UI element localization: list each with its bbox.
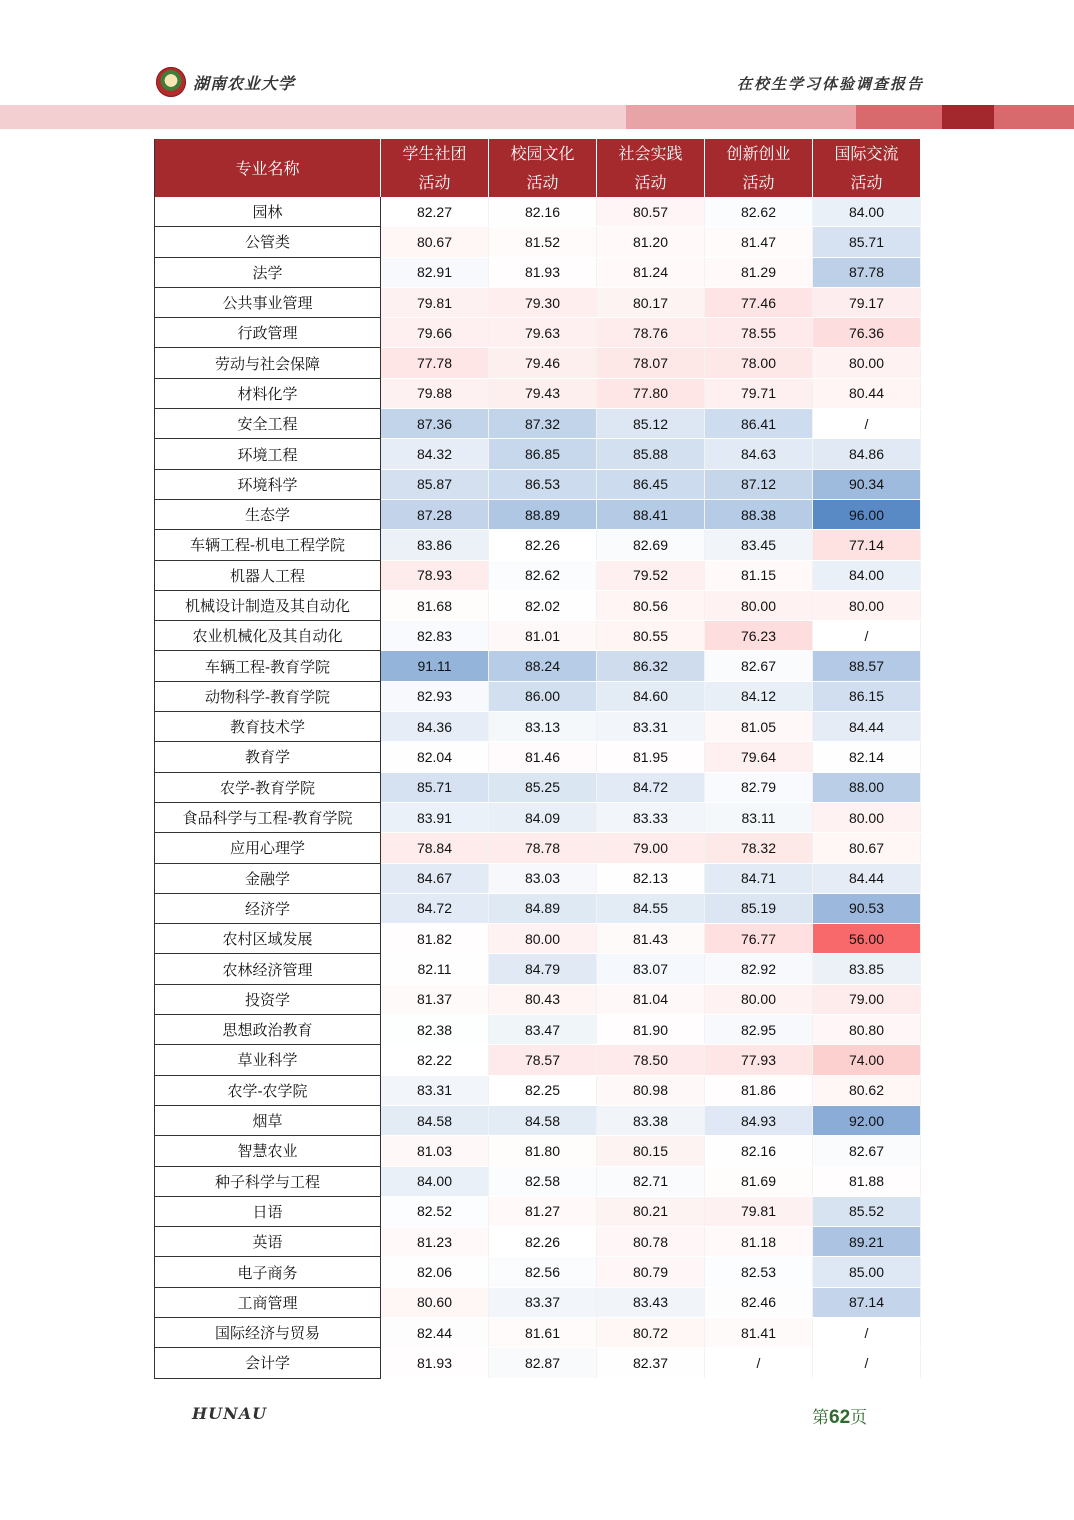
score-cell-culture: 83.03	[489, 863, 597, 893]
score-cell-practice: 84.60	[597, 681, 705, 711]
score-cell-international: 88.00	[813, 772, 921, 802]
major-name-cell: 机器人工程	[155, 560, 381, 590]
score-cell-practice: 84.72	[597, 772, 705, 802]
score-cell-club: 81.23	[381, 1227, 489, 1257]
score-cell-international: 90.34	[813, 469, 921, 499]
major-name-cell: 公共事业管理	[155, 287, 381, 317]
score-cell-international: 82.14	[813, 742, 921, 772]
score-cell-innovation: 78.00	[705, 348, 813, 378]
table-row	[155, 681, 921, 711]
column-header-international: 国际交流 活动	[813, 139, 921, 197]
major-name-cell: 生态学	[155, 499, 381, 529]
major-name-cell: 草业科学	[155, 1045, 381, 1075]
score-cell-practice: 83.33	[597, 802, 705, 832]
table-row	[155, 954, 921, 984]
score-cell-culture: 79.43	[489, 378, 597, 408]
score-cell-club: 82.11	[381, 954, 489, 984]
table-row	[155, 863, 921, 893]
page-number: 第62页	[812, 1407, 868, 1428]
score-cell-culture: 84.79	[489, 954, 597, 984]
header-band	[0, 105, 626, 129]
score-cell-culture: 83.47	[489, 1015, 597, 1045]
score-cell-culture: 82.02	[489, 590, 597, 620]
score-cell-innovation: 85.19	[705, 893, 813, 923]
score-cell-international: /	[813, 1317, 921, 1347]
major-activity-score-table	[154, 139, 921, 1379]
table-row	[155, 1317, 921, 1347]
score-cell-innovation: 82.46	[705, 1287, 813, 1317]
score-cell-culture: 83.13	[489, 712, 597, 742]
major-name-cell: 电子商务	[155, 1257, 381, 1287]
major-name-cell: 农业机械化及其自动化	[155, 621, 381, 651]
major-name-cell: 安全工程	[155, 409, 381, 439]
score-cell-innovation: 81.47	[705, 227, 813, 257]
score-cell-culture: 82.16	[489, 197, 597, 227]
table-row	[155, 257, 921, 287]
footer-brand: HUNAU	[192, 1404, 268, 1423]
score-cell-culture: 80.00	[489, 924, 597, 954]
major-name-cell: 车辆工程-机电工程学院	[155, 530, 381, 560]
score-cell-international: 84.44	[813, 712, 921, 742]
score-cell-culture: 78.78	[489, 833, 597, 863]
score-cell-innovation: 83.11	[705, 802, 813, 832]
score-cell-culture: 86.53	[489, 469, 597, 499]
score-cell-practice: 79.00	[597, 833, 705, 863]
score-cell-international: 84.00	[813, 560, 921, 590]
major-name-cell: 动物科学-教育学院	[155, 681, 381, 711]
table-row	[155, 530, 921, 560]
score-cell-innovation: 84.63	[705, 439, 813, 469]
table-row	[155, 469, 921, 499]
score-cell-club: 84.58	[381, 1105, 489, 1135]
university-name: 湖南农业大学	[193, 74, 296, 93]
score-cell-international: 87.14	[813, 1287, 921, 1317]
score-cell-innovation: 82.16	[705, 1136, 813, 1166]
table-row	[155, 1075, 921, 1105]
table-row	[155, 984, 921, 1014]
score-cell-club: 78.93	[381, 560, 489, 590]
score-cell-practice: 81.20	[597, 227, 705, 257]
score-cell-international: 87.78	[813, 257, 921, 287]
score-cell-innovation: /	[705, 1348, 813, 1378]
score-cell-international: 92.00	[813, 1105, 921, 1135]
score-cell-international: /	[813, 621, 921, 651]
table-header-row	[155, 139, 921, 197]
score-cell-practice: 81.24	[597, 257, 705, 287]
score-cell-culture: 88.24	[489, 651, 597, 681]
score-cell-innovation: 80.00	[705, 590, 813, 620]
score-cell-practice: 82.37	[597, 1348, 705, 1378]
header-band	[994, 105, 1074, 129]
score-cell-international: 88.57	[813, 651, 921, 681]
score-cell-practice: 78.50	[597, 1045, 705, 1075]
score-cell-club: 81.68	[381, 590, 489, 620]
score-cell-international: 83.85	[813, 954, 921, 984]
column-header-culture: 校园文化 活动	[489, 139, 597, 197]
score-cell-culture: 80.43	[489, 984, 597, 1014]
score-cell-innovation: 82.92	[705, 954, 813, 984]
score-cell-innovation: 81.69	[705, 1166, 813, 1196]
score-cell-club: 82.91	[381, 257, 489, 287]
column-header-major: 专业名称	[155, 139, 381, 197]
score-cell-culture: 84.58	[489, 1105, 597, 1135]
score-cell-club: 81.03	[381, 1136, 489, 1166]
score-cell-culture: 84.09	[489, 802, 597, 832]
table-row	[155, 1136, 921, 1166]
major-name-cell: 烟草	[155, 1105, 381, 1135]
score-cell-club: 82.06	[381, 1257, 489, 1287]
score-cell-practice: 81.43	[597, 924, 705, 954]
score-cell-innovation: 84.93	[705, 1105, 813, 1135]
score-cell-innovation: 84.71	[705, 863, 813, 893]
score-cell-innovation: 78.32	[705, 833, 813, 863]
score-cell-practice: 81.95	[597, 742, 705, 772]
score-cell-club: 82.93	[381, 681, 489, 711]
score-cell-innovation: 81.29	[705, 257, 813, 287]
score-cell-club: 82.38	[381, 1015, 489, 1045]
score-cell-club: 79.66	[381, 318, 489, 348]
score-cell-culture: 78.57	[489, 1045, 597, 1075]
score-cell-club: 81.82	[381, 924, 489, 954]
score-cell-international: 85.71	[813, 227, 921, 257]
table-row	[155, 1287, 921, 1317]
score-cell-culture: 79.30	[489, 287, 597, 317]
score-cell-innovation: 82.62	[705, 197, 813, 227]
table-row	[155, 287, 921, 317]
score-cell-international: 85.00	[813, 1257, 921, 1287]
table-row	[155, 621, 921, 651]
score-cell-practice: 86.32	[597, 651, 705, 681]
score-cell-practice: 80.79	[597, 1257, 705, 1287]
score-cell-practice: 80.57	[597, 197, 705, 227]
score-cell-practice: 83.38	[597, 1105, 705, 1135]
score-cell-club: 84.67	[381, 863, 489, 893]
table-row	[155, 1257, 921, 1287]
score-cell-culture: 82.25	[489, 1075, 597, 1105]
score-cell-practice: 80.72	[597, 1317, 705, 1347]
table-row	[155, 712, 921, 742]
score-cell-international: 85.52	[813, 1196, 921, 1226]
table-row	[155, 893, 921, 923]
major-name-cell: 金融学	[155, 863, 381, 893]
score-cell-culture: 82.87	[489, 1348, 597, 1378]
score-cell-innovation: 82.53	[705, 1257, 813, 1287]
score-cell-innovation: 76.23	[705, 621, 813, 651]
score-cell-innovation: 77.46	[705, 287, 813, 317]
score-cell-innovation: 80.00	[705, 984, 813, 1014]
score-cell-club: 84.36	[381, 712, 489, 742]
score-cell-club: 80.67	[381, 227, 489, 257]
score-cell-practice: 82.71	[597, 1166, 705, 1196]
score-cell-practice: 82.69	[597, 530, 705, 560]
score-cell-club: 82.27	[381, 197, 489, 227]
score-cell-international: 79.17	[813, 287, 921, 317]
score-cell-international: 80.44	[813, 378, 921, 408]
score-cell-practice: 80.15	[597, 1136, 705, 1166]
table-row	[155, 1227, 921, 1257]
score-cell-practice: 80.98	[597, 1075, 705, 1105]
table-row	[155, 1166, 921, 1196]
major-name-cell: 园林	[155, 197, 381, 227]
table-row	[155, 378, 921, 408]
score-cell-culture: 87.32	[489, 409, 597, 439]
table-row	[155, 227, 921, 257]
score-cell-culture: 82.26	[489, 1227, 597, 1257]
score-cell-practice: 83.43	[597, 1287, 705, 1317]
column-header-club: 学生社团 活动	[381, 139, 489, 197]
table-row	[155, 651, 921, 681]
score-cell-club: 83.91	[381, 802, 489, 832]
major-name-cell: 环境工程	[155, 439, 381, 469]
major-name-cell: 农学-教育学院	[155, 772, 381, 802]
score-cell-club: 78.84	[381, 833, 489, 863]
score-cell-club: 83.31	[381, 1075, 489, 1105]
score-cell-innovation: 82.79	[705, 772, 813, 802]
score-cell-international: 80.00	[813, 802, 921, 832]
score-cell-innovation: 81.18	[705, 1227, 813, 1257]
score-cell-club: 82.44	[381, 1317, 489, 1347]
major-name-cell: 农学-农学院	[155, 1075, 381, 1105]
score-cell-culture: 82.62	[489, 560, 597, 590]
score-cell-practice: 83.31	[597, 712, 705, 742]
score-cell-practice: 81.04	[597, 984, 705, 1014]
score-cell-practice: 83.07	[597, 954, 705, 984]
score-cell-international: 56.00	[813, 924, 921, 954]
score-cell-club: 82.22	[381, 1045, 489, 1075]
score-cell-international: 84.00	[813, 197, 921, 227]
score-cell-practice: 84.55	[597, 893, 705, 923]
major-name-cell: 农林经济管理	[155, 954, 381, 984]
score-cell-international: 82.67	[813, 1136, 921, 1166]
score-cell-practice: 88.41	[597, 499, 705, 529]
score-cell-international: 76.36	[813, 318, 921, 348]
major-name-cell: 英语	[155, 1227, 381, 1257]
score-cell-culture: 85.25	[489, 772, 597, 802]
score-cell-culture: 81.27	[489, 1196, 597, 1226]
score-cell-international: 77.14	[813, 530, 921, 560]
table-row	[155, 439, 921, 469]
score-cell-practice: 80.55	[597, 621, 705, 651]
score-cell-innovation: 79.71	[705, 378, 813, 408]
score-cell-international: 79.00	[813, 984, 921, 1014]
score-cell-club: 79.88	[381, 378, 489, 408]
major-name-cell: 工商管理	[155, 1287, 381, 1317]
table-row	[155, 348, 921, 378]
score-cell-practice: 81.90	[597, 1015, 705, 1045]
score-cell-culture: 88.89	[489, 499, 597, 529]
score-cell-innovation: 79.64	[705, 742, 813, 772]
score-cell-club: 82.04	[381, 742, 489, 772]
major-name-cell: 车辆工程-教育学院	[155, 651, 381, 681]
major-name-cell: 国际经济与贸易	[155, 1317, 381, 1347]
score-cell-practice: 80.17	[597, 287, 705, 317]
major-name-cell: 思想政治教育	[155, 1015, 381, 1045]
header-band	[942, 105, 994, 129]
score-cell-club: 84.00	[381, 1166, 489, 1196]
table-row	[155, 590, 921, 620]
score-cell-innovation: 79.81	[705, 1196, 813, 1226]
score-cell-culture: 81.46	[489, 742, 597, 772]
major-name-cell: 种子科学与工程	[155, 1166, 381, 1196]
score-cell-culture: 81.52	[489, 227, 597, 257]
major-name-cell: 行政管理	[155, 318, 381, 348]
table-row	[155, 1105, 921, 1135]
score-cell-club: 79.81	[381, 287, 489, 317]
score-cell-international: 80.62	[813, 1075, 921, 1105]
column-header-innovation: 创新创业 活动	[705, 139, 813, 197]
score-cell-international: 84.44	[813, 863, 921, 893]
score-cell-practice: 82.13	[597, 863, 705, 893]
column-header-practice: 社会实践 活动	[597, 139, 705, 197]
score-cell-practice: 85.12	[597, 409, 705, 439]
major-name-cell: 应用心理学	[155, 833, 381, 863]
score-cell-innovation: 76.77	[705, 924, 813, 954]
score-cell-culture: 82.26	[489, 530, 597, 560]
score-cell-innovation: 77.93	[705, 1045, 813, 1075]
score-cell-international: 90.53	[813, 893, 921, 923]
major-name-cell: 材料化学	[155, 378, 381, 408]
score-cell-innovation: 82.67	[705, 651, 813, 681]
score-cell-innovation: 87.12	[705, 469, 813, 499]
score-cell-practice: 80.78	[597, 1227, 705, 1257]
score-cell-practice: 78.76	[597, 318, 705, 348]
score-cell-innovation: 82.95	[705, 1015, 813, 1045]
score-cell-practice: 80.21	[597, 1196, 705, 1226]
score-cell-international: 86.15	[813, 681, 921, 711]
major-name-cell: 公管类	[155, 227, 381, 257]
header-band	[856, 105, 942, 129]
score-cell-international: 89.21	[813, 1227, 921, 1257]
major-name-cell: 农村区域发展	[155, 924, 381, 954]
score-cell-practice: 79.52	[597, 560, 705, 590]
score-cell-club: 83.86	[381, 530, 489, 560]
table-row	[155, 318, 921, 348]
score-cell-international: 80.00	[813, 590, 921, 620]
score-cell-culture: 82.56	[489, 1257, 597, 1287]
score-cell-culture: 79.63	[489, 318, 597, 348]
score-cell-culture: 82.58	[489, 1166, 597, 1196]
page-header	[0, 0, 1074, 130]
score-cell-international: 74.00	[813, 1045, 921, 1075]
table-row	[155, 924, 921, 954]
score-cell-club: 84.32	[381, 439, 489, 469]
major-name-cell: 投资学	[155, 984, 381, 1014]
major-name-cell: 教育学	[155, 742, 381, 772]
table-row	[155, 772, 921, 802]
score-cell-practice: 78.07	[597, 348, 705, 378]
table-row	[155, 742, 921, 772]
score-cell-culture: 81.01	[489, 621, 597, 651]
score-cell-club: 91.11	[381, 651, 489, 681]
table-row	[155, 1196, 921, 1226]
score-cell-international: 80.00	[813, 348, 921, 378]
table-row	[155, 499, 921, 529]
score-cell-innovation: 86.41	[705, 409, 813, 439]
score-cell-culture: 81.80	[489, 1136, 597, 1166]
score-cell-culture: 86.00	[489, 681, 597, 711]
score-cell-innovation: 81.41	[705, 1317, 813, 1347]
major-name-cell: 经济学	[155, 893, 381, 923]
score-cell-club: 84.72	[381, 893, 489, 923]
table-row	[155, 1015, 921, 1045]
major-name-cell: 日语	[155, 1196, 381, 1226]
table-row	[155, 197, 921, 227]
score-cell-club: 77.78	[381, 348, 489, 378]
major-name-cell: 食品科学与工程-教育学院	[155, 802, 381, 832]
major-name-cell: 会计学	[155, 1348, 381, 1378]
major-name-cell: 机械设计制造及其自动化	[155, 590, 381, 620]
score-cell-innovation: 78.55	[705, 318, 813, 348]
table-body	[155, 197, 921, 1378]
score-cell-club: 81.37	[381, 984, 489, 1014]
major-name-cell: 环境科学	[155, 469, 381, 499]
score-cell-international: /	[813, 409, 921, 439]
table-row	[155, 409, 921, 439]
score-cell-international: 81.88	[813, 1166, 921, 1196]
table-row	[155, 833, 921, 863]
header-band	[626, 105, 856, 129]
score-cell-innovation: 81.15	[705, 560, 813, 590]
score-cell-culture: 81.93	[489, 257, 597, 287]
university-logo-icon	[156, 67, 186, 97]
score-cell-club: 85.87	[381, 469, 489, 499]
score-cell-international: 96.00	[813, 499, 921, 529]
report-title: 在校生学习体验调查报告	[736, 75, 924, 93]
score-cell-international: 84.86	[813, 439, 921, 469]
table-row	[155, 802, 921, 832]
major-name-cell: 教育技术学	[155, 712, 381, 742]
score-cell-culture: 81.61	[489, 1317, 597, 1347]
score-cell-innovation: 88.38	[705, 499, 813, 529]
score-cell-culture: 84.89	[489, 893, 597, 923]
score-cell-club: 81.93	[381, 1348, 489, 1378]
score-cell-practice: 85.88	[597, 439, 705, 469]
table-row	[155, 1348, 921, 1378]
major-name-cell: 智慧农业	[155, 1136, 381, 1166]
score-cell-culture: 79.46	[489, 348, 597, 378]
table-row	[155, 1045, 921, 1075]
score-cell-club: 85.71	[381, 772, 489, 802]
score-cell-club: 82.52	[381, 1196, 489, 1226]
score-cell-innovation: 84.12	[705, 681, 813, 711]
score-cell-international: /	[813, 1348, 921, 1378]
major-name-cell: 劳动与社会保障	[155, 348, 381, 378]
score-cell-club: 80.60	[381, 1287, 489, 1317]
table-row	[155, 560, 921, 590]
score-cell-club: 87.28	[381, 499, 489, 529]
score-cell-innovation: 81.86	[705, 1075, 813, 1105]
score-cell-culture: 86.85	[489, 439, 597, 469]
score-cell-club: 87.36	[381, 409, 489, 439]
score-cell-practice: 80.56	[597, 590, 705, 620]
score-cell-international: 80.80	[813, 1015, 921, 1045]
score-cell-club: 82.83	[381, 621, 489, 651]
score-cell-practice: 86.45	[597, 469, 705, 499]
score-cell-innovation: 83.45	[705, 530, 813, 560]
score-cell-culture: 83.37	[489, 1287, 597, 1317]
score-cell-practice: 77.80	[597, 378, 705, 408]
score-cell-innovation: 81.05	[705, 712, 813, 742]
major-name-cell: 法学	[155, 257, 381, 287]
score-cell-international: 80.67	[813, 833, 921, 863]
